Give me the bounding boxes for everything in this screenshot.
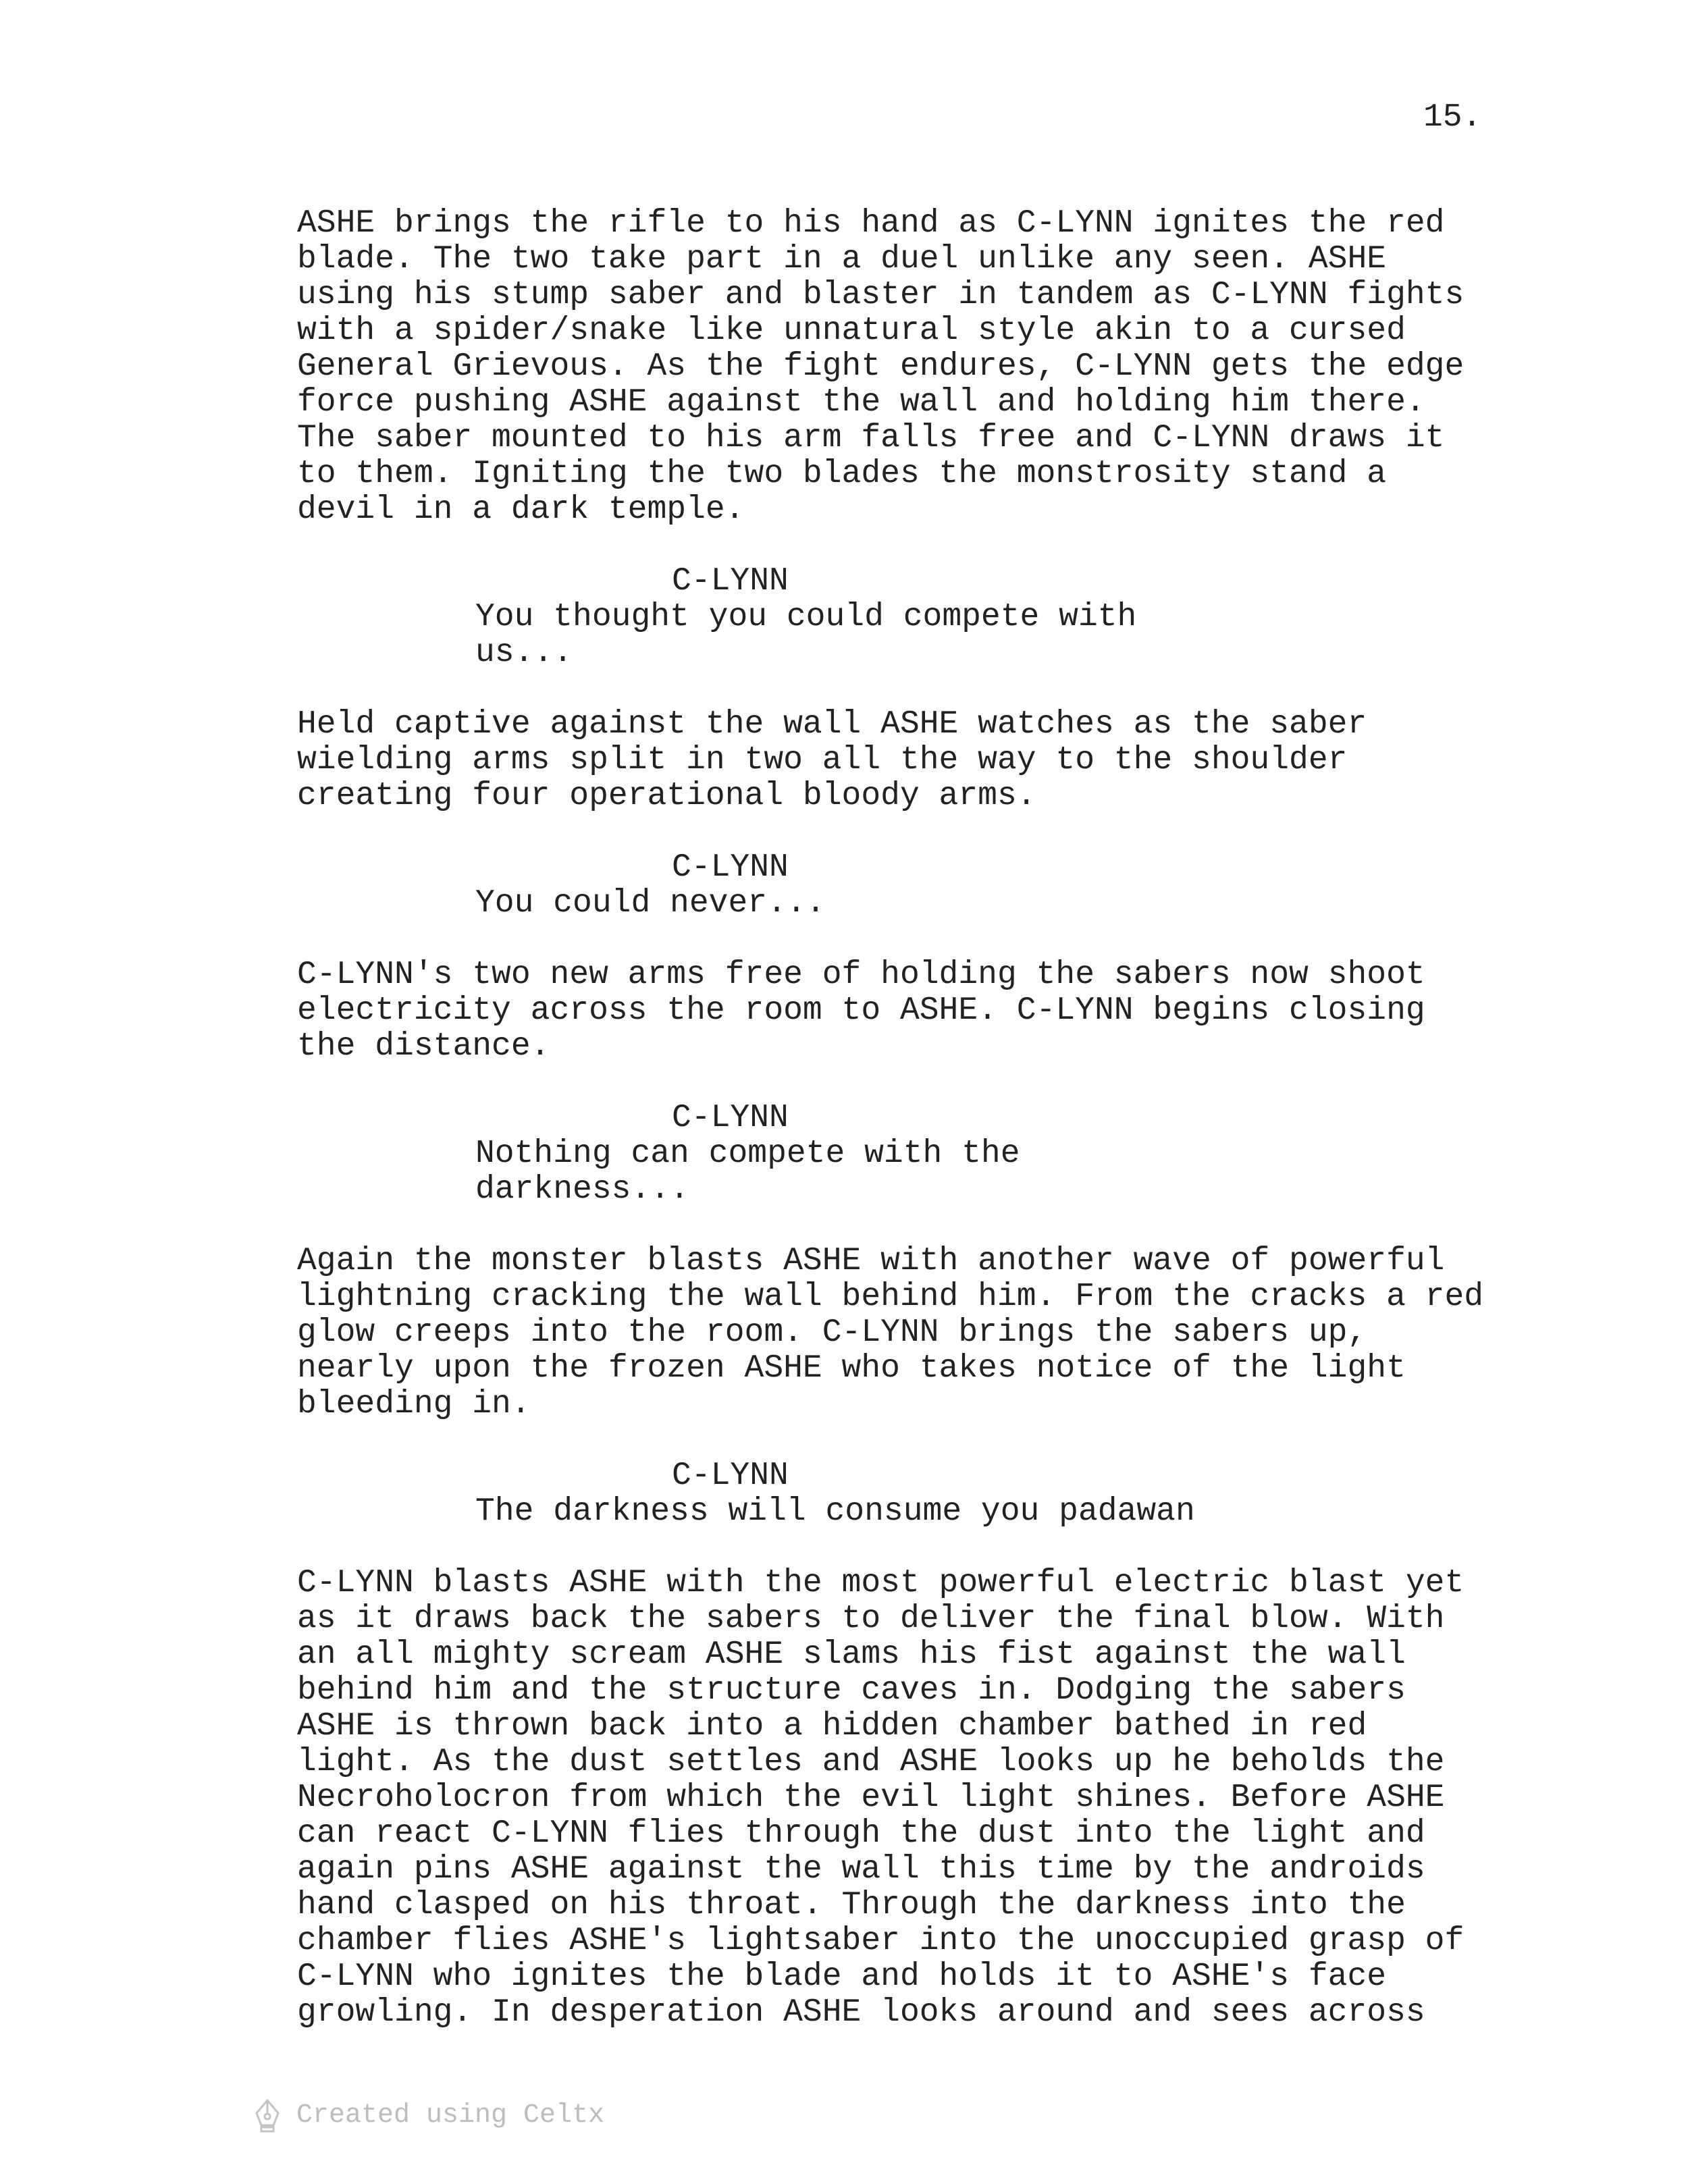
character-name: C-LYNN <box>672 1458 789 1494</box>
dialogue-block: Nothing can compete with the darkness... <box>475 1136 1020 1208</box>
action-block: ASHE brings the rifle to his hand as C-LYNN ignites the red blade. The two take part in a duel unlike any seen. ASHE using his stump saber and blaster in tandem as C-LYNN fights with a spider/snake like unnatural style akin to a cursed General Grievous. As the fight endures, C-LYNN gets the edge force pushing ASHE against the wall and holding him there. The saber mounted to his arm falls free and C-LYNN draws it to them. Igniting the two blades the monstrosity stand a devil in a dark temple. <box>297 205 1465 528</box>
dialogue-block: The darkness will consume you padawan <box>475 1493 1195 1530</box>
action-block: C-LYNN blasts ASHE with the most powerful electric blast yet as it draws back the sabers to deliver the final blow. With an all mighty scream ASHE slams his fist against the wall behind him and the structure caves in. Dodging the sabers ASHE is thrown back into a hidden chamber bathed in red light. As the dust settles and ASHE looks up he beholds the Necroholocron from which the evil light shines. Before ASHE can react C-LYNN flies through the dust into the light and again pins ASHE against the wall this time by the androids hand clasped on his throat. Through the darkness into the chamber flies ASHE's lightsaber into the unoccupied grasp of C-LYNN who ignites the blade and holds it to ASHE's face growling. In desperation ASHE looks around and sees across <box>297 1565 1465 2031</box>
footer-text: Created using Celtx <box>296 2100 605 2131</box>
character-name: C-LYNN <box>672 563 789 600</box>
character-name: C-LYNN <box>672 849 789 886</box>
action-block: Held captive against the wall ASHE watches as the saber wielding arms split in two all the way to the shoulder creating four operational bloody arms. <box>297 706 1367 814</box>
action-block: Again the monster blasts ASHE with another wave of powerful lightning cracking the wall behind him. From the cracks a red glow creeps into the room. C-LYNN brings the sabers up, nearly upon the frozen ASHE who takes notice of the light bleeding in. <box>297 1243 1484 1422</box>
dialogue-block: You thought you could compete with us... <box>475 599 1137 671</box>
action-block: C-LYNN's two new arms free of holding the sabers now shoot electricity across the room to ASHE. C-LYNN begins closing the distance. <box>297 957 1425 1065</box>
dialogue-block: You could never... <box>475 885 826 922</box>
script-content <box>297 206 1634 2067</box>
pen-nib-icon <box>253 2098 282 2133</box>
page-number: 15. <box>1423 99 1482 136</box>
footer-watermark <box>253 2098 604 2133</box>
character-name: C-LYNN <box>672 1100 789 1136</box>
